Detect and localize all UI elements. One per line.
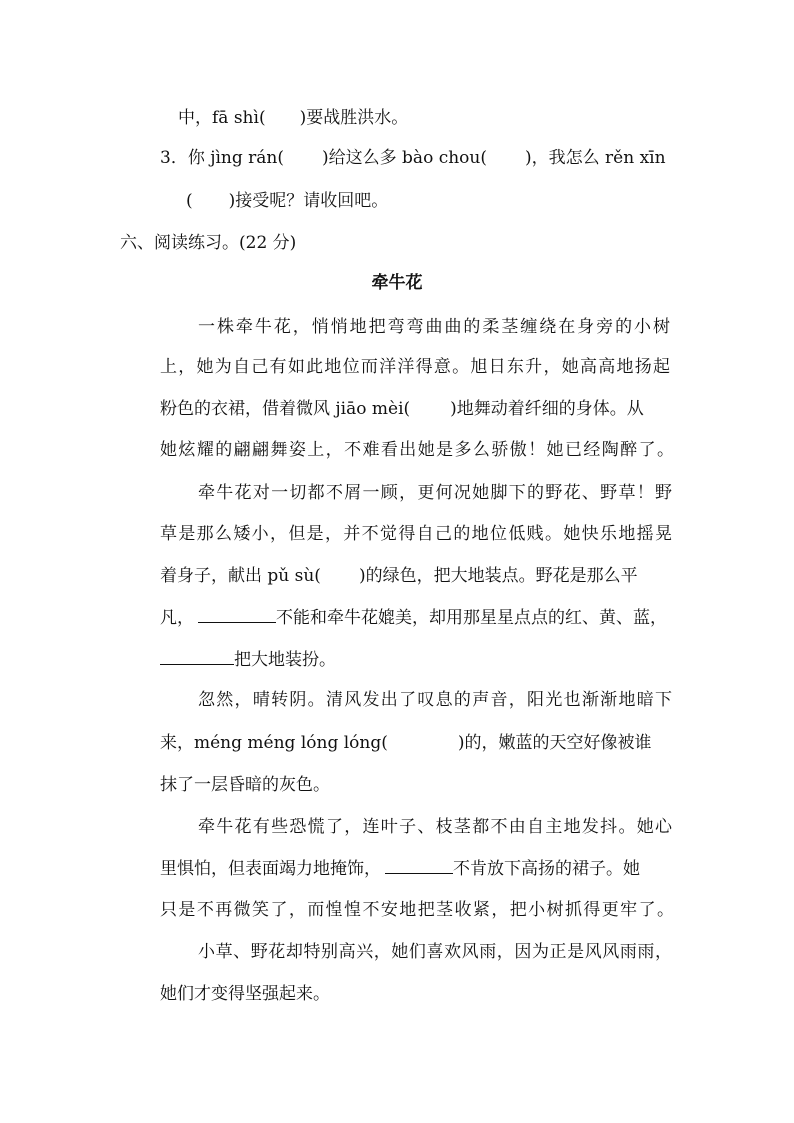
question-2-text-a: 中，fā shì( — [178, 108, 266, 128]
paragraph-2-line-4 — [160, 605, 667, 630]
paragraph-1-text-b: )地舞动着纤细的身体。从 — [450, 399, 644, 419]
article-title: 牵牛花 — [371, 273, 423, 293]
question-2-text-b: )要战胜洪水。 — [299, 108, 409, 128]
question-2-tail — [178, 106, 408, 130]
question-3-text-c: )，我怎么 rěn xīn — [525, 148, 666, 168]
paragraph-2-text-c: 凡， — [160, 608, 194, 628]
question-3-text-d: ( — [186, 191, 193, 211]
fill-blank-1 — [198, 605, 276, 623]
fill-blank-3 — [385, 856, 453, 874]
paragraph-2-text-e: 把大地装扮。 — [234, 650, 336, 670]
paragraph-2-line-3 — [160, 564, 638, 588]
paragraph-4-text-a: 里惧怕，但表面竭力地掩饰， — [160, 859, 381, 879]
paragraph-2-text-b: )的绿色，把大地装点。野花是那么平 — [358, 566, 638, 586]
paragraph-2-line-2: 草是那么矮小，但是，并不觉得自己的地位低贱。她快乐地摇晃 — [160, 524, 672, 544]
paragraph-3-line-1: 忽然，晴转阴。清风发出了叹息的声音，阳光也渐渐地暗下 — [198, 690, 672, 710]
question-3-text-b: )给这么多 bào chou( — [322, 148, 487, 168]
paragraph-2-text-d: 不能和牵牛花媲美，却用那星星点点的红、黄、蓝， — [276, 608, 667, 628]
paragraph-4-text-b: 不肯放下高扬的裙子。她 — [453, 859, 640, 879]
paragraph-4-line-3: 只是不再微笑了，而惶惶不安地把茎收紧，把小树抓得更牢了。 — [160, 900, 674, 920]
paragraph-1-line-2: 上，她为自己有如此地位而洋洋得意。旭日东升，她高高地扬起 — [160, 357, 670, 377]
fill-blank-2 — [160, 647, 234, 665]
paragraph-4-line-2 — [160, 856, 640, 881]
paragraph-3-line-2 — [160, 731, 652, 755]
paragraph-2-line-5 — [160, 647, 336, 672]
question-3-line-1 — [160, 146, 666, 170]
paragraph-3-text-b: )的，嫩蓝的天空好像被谁 — [457, 733, 652, 753]
question-3-line-2 — [186, 189, 388, 213]
paragraph-3-line-3: 抹了一层昏暗的灰色。 — [160, 775, 330, 795]
paragraph-1-text-a: 粉色的衣裙，借着微风 jiāo mèi( — [160, 399, 411, 419]
question-3-text-a: 3．你 jìng rán( — [160, 148, 285, 168]
paragraph-5-line-1: 小草、野花却特别高兴，她们喜欢风雨，因为正是风风雨雨， — [198, 942, 672, 962]
paragraph-3-text-a: 来，méng méng lóng lóng( — [160, 733, 388, 753]
paragraph-1-line-1: 一株牵牛花，悄悄地把弯弯曲曲的柔茎缠绕在身旁的小树 — [198, 317, 670, 337]
paragraph-1-line-3 — [160, 397, 644, 421]
question-3-text-e: )接受呢？请收回吧。 — [228, 191, 389, 211]
paragraph-5-line-2: 她们才变得坚强起来。 — [160, 984, 330, 1004]
paragraph-2-text-a: 着身子，献出 pǔ sù( — [160, 566, 321, 586]
paragraph-1-line-4: 她炫耀的翩翩舞姿上，不难看出她是多么骄傲！她已经陶醉了。 — [160, 440, 674, 460]
paragraph-2-line-1: 牵牛花对一切都不屑一顾，更何况她脚下的野花、野草！野 — [198, 483, 672, 503]
section-6-heading: 六、阅读练习。(22 分) — [120, 233, 297, 253]
paragraph-4-line-1: 牵牛花有些恐慌了，连叶子、枝茎都不由自主地发抖。她心 — [198, 817, 672, 837]
